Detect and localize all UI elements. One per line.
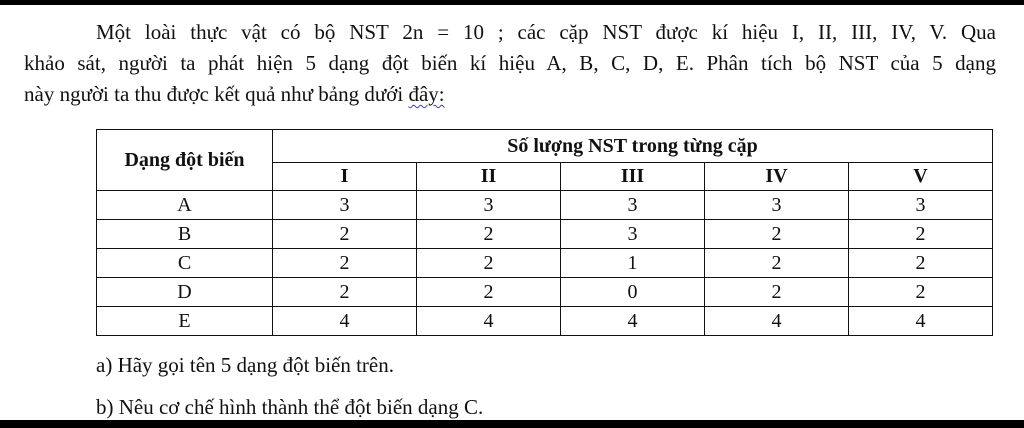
table-cell: 2 bbox=[705, 220, 849, 249]
column-header-V: V bbox=[849, 162, 993, 190]
row-label: D bbox=[97, 278, 273, 307]
table-cell: 4 bbox=[849, 307, 993, 336]
column-header-IV: IV bbox=[705, 162, 849, 190]
table-cell: 2 bbox=[417, 278, 561, 307]
row-label: E bbox=[97, 307, 273, 336]
table-cell: 4 bbox=[273, 307, 417, 336]
table-cell: 3 bbox=[705, 191, 849, 220]
table-cell: 4 bbox=[417, 307, 561, 336]
chromosome-count-header: Số lượng NST trong từng cặp bbox=[273, 130, 993, 163]
column-header-I: I bbox=[273, 162, 417, 190]
table-cell: 3 bbox=[561, 191, 705, 220]
table-cell: 4 bbox=[705, 307, 849, 336]
table-cell: 2 bbox=[273, 220, 417, 249]
row-label: B bbox=[97, 220, 273, 249]
table-header-row bbox=[97, 130, 993, 163]
column-header-III: III bbox=[561, 162, 705, 190]
table-cell: 2 bbox=[417, 220, 561, 249]
table-cell: 2 bbox=[849, 278, 993, 307]
question-b: b) Nêu cơ chế hình thành thể đột biến dạng C. bbox=[96, 395, 484, 419]
row-label: C bbox=[97, 249, 273, 278]
intro-line-3 bbox=[24, 79, 996, 110]
table-row bbox=[97, 249, 993, 278]
table-cell: 1 bbox=[561, 249, 705, 278]
table-cell: 3 bbox=[849, 191, 993, 220]
table-cell: 2 bbox=[705, 278, 849, 307]
table-row bbox=[97, 191, 993, 220]
table-row bbox=[97, 278, 993, 307]
table-cell: 3 bbox=[273, 191, 417, 220]
table-cell: 2 bbox=[849, 249, 993, 278]
intro-line-3-text: này người ta thu được kết quả như bảng dưới bbox=[24, 82, 409, 106]
table-cell: 2 bbox=[849, 220, 993, 249]
table-cell: 0 bbox=[561, 278, 705, 307]
column-header-II: II bbox=[417, 162, 561, 190]
intro-line-2: khảo sát, người ta phát hiện 5 dạng đột biến kí hiệu A, B, C, D, E. Phân tích bộ NST của 5 dạng bbox=[24, 51, 996, 75]
table-row bbox=[97, 307, 993, 336]
table-cell: 2 bbox=[273, 278, 417, 307]
mutation-type-header: Dạng đột biến bbox=[97, 130, 273, 191]
spellcheck-underlined-word: đây: bbox=[408, 82, 445, 106]
intro-line-1: Một loài thực vật có bộ NST 2n = 10 ; các cặp NST được kí hiệu I, II, III, IV, V. Qua bbox=[96, 20, 996, 44]
document-page bbox=[0, 5, 1024, 420]
table-cell: 2 bbox=[417, 249, 561, 278]
intro-paragraph bbox=[24, 17, 996, 110]
table-cell: 2 bbox=[273, 249, 417, 278]
mutation-table bbox=[96, 129, 993, 336]
question-a: a) Hãy gọi tên 5 dạng đột biến trên. bbox=[96, 353, 394, 377]
table-cell: 3 bbox=[561, 220, 705, 249]
row-label: A bbox=[97, 191, 273, 220]
table-cell: 2 bbox=[705, 249, 849, 278]
table-cell: 4 bbox=[561, 307, 705, 336]
table-cell: 3 bbox=[417, 191, 561, 220]
table-row bbox=[97, 220, 993, 249]
